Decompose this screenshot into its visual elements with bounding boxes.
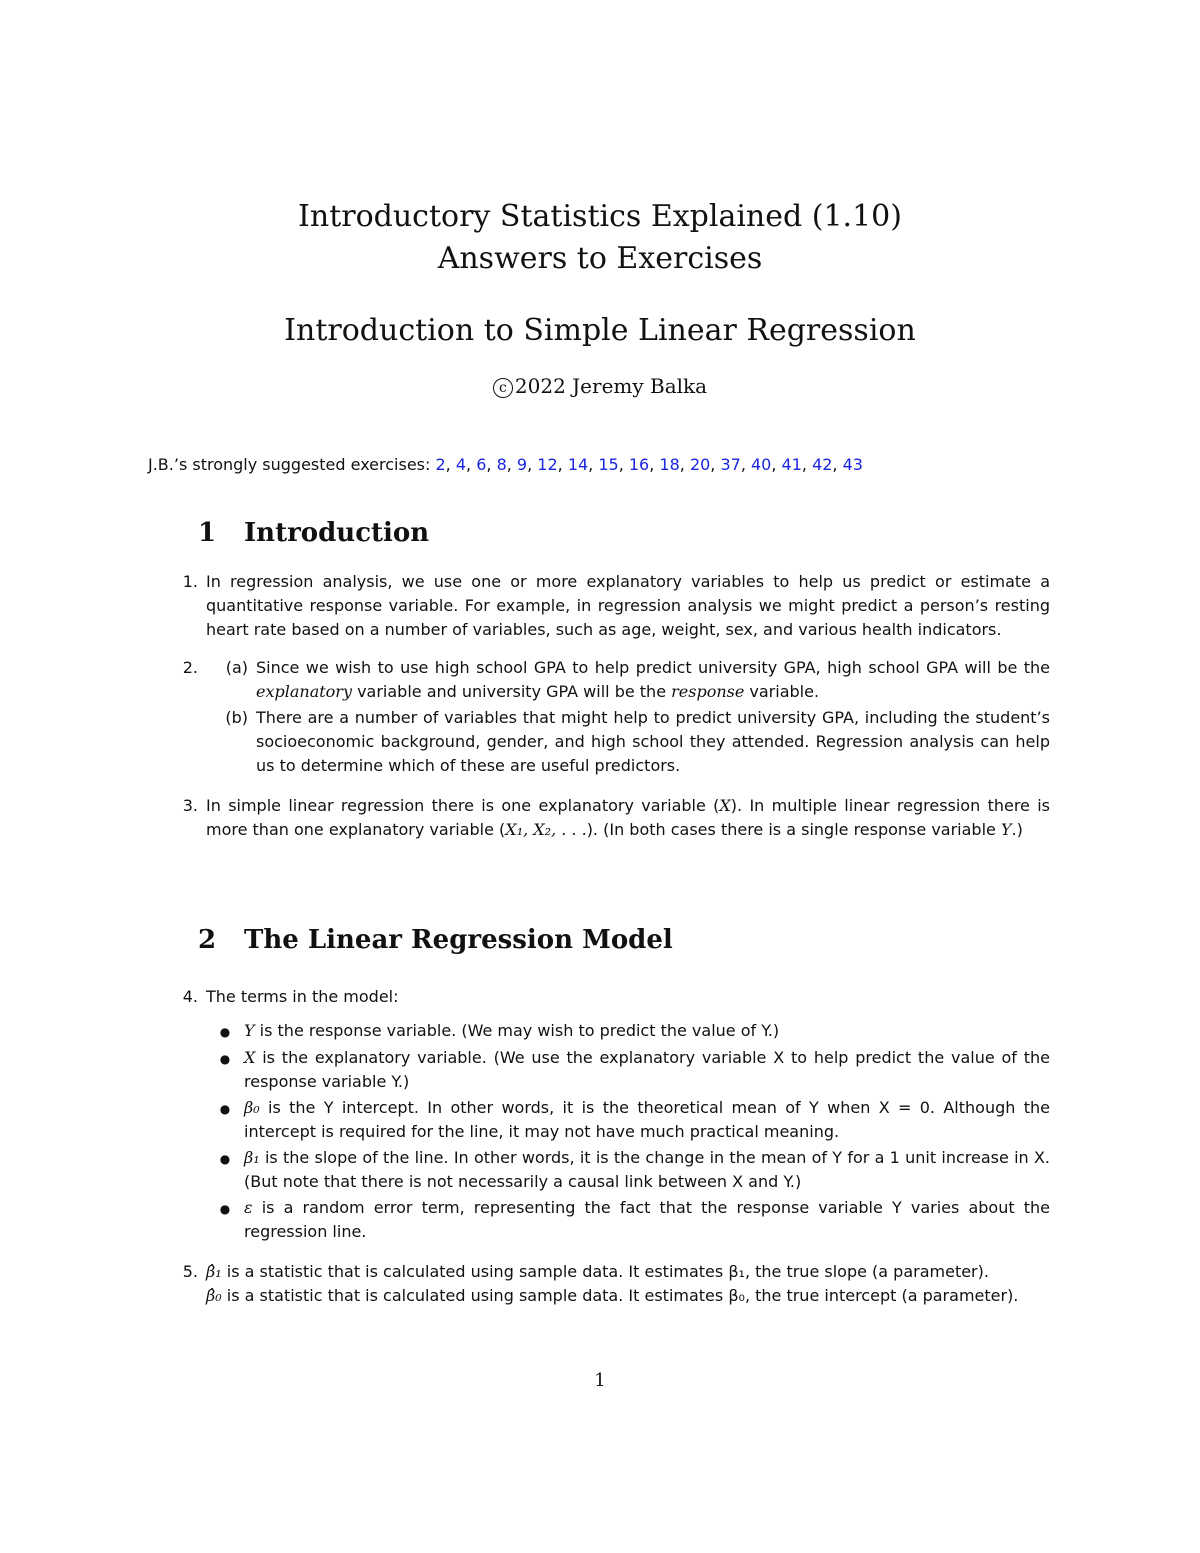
- exercise-link[interactable]: 43: [842, 455, 863, 474]
- section-heading-linear-regression-model: [198, 925, 673, 955]
- list-item: [206, 1019, 1050, 1044]
- section-number: 2: [198, 925, 217, 955]
- bullet-icon: ●: [219, 1052, 231, 1066]
- answer-item-2a: [206, 656, 1050, 704]
- estimate-line-slope: [206, 1260, 1050, 1284]
- item-text: ). (In both cases there is a single response variable: [586, 820, 996, 839]
- item-label: 5.: [182, 1262, 198, 1281]
- item-label: 4.: [182, 987, 198, 1006]
- section-heading-introduction: [198, 518, 429, 548]
- bullet-icon: ●: [219, 1202, 231, 1216]
- exercise-link[interactable]: 42: [812, 455, 833, 474]
- item-label: 3.: [182, 796, 198, 815]
- exercise-link[interactable]: 15: [598, 455, 619, 474]
- math-symbol: X₁, X₂, . . .: [505, 820, 587, 839]
- item-text: In regression analysis, we use one or more explanatory variables to help us predict or estimate a quantitative response variable. For example, in regression analysis we might predict a person’s resting heart rate based on a number of variables, such as age, weight, sex, and various health indicators.: [206, 572, 1050, 639]
- item-label: 1.: [182, 572, 198, 591]
- math-symbol: β₁: [244, 1148, 260, 1167]
- exercise-link[interactable]: 18: [659, 455, 680, 474]
- sub-text: variable.: [749, 682, 820, 701]
- model-terms-list: [206, 1019, 1050, 1244]
- math-symbol: β₀: [244, 1098, 260, 1117]
- answer-item-5: [160, 1260, 1050, 1308]
- sub-label: (a): [225, 658, 248, 677]
- estimate-line-intercept: [206, 1284, 1050, 1308]
- exercise-link[interactable]: 9: [516, 455, 528, 474]
- exercise-link[interactable]: 14: [567, 455, 589, 474]
- answer-item-1: [160, 570, 1050, 642]
- bullet-icon: ●: [219, 1025, 231, 1039]
- item-text: In simple linear regression there is one explanatory variable (: [206, 796, 720, 815]
- exercise-link[interactable]: 12: [537, 455, 558, 474]
- page-number: 1: [594, 1370, 606, 1391]
- exercise-link[interactable]: 4: [455, 455, 467, 474]
- list-text: is the Y intercept. In other words, it is the theoretical mean of Y when X = 0. Although the intercept is required for the line, it may not have much practical meaning.: [244, 1098, 1050, 1141]
- list-item: [206, 1096, 1050, 1144]
- answer-item-2: [160, 656, 1050, 780]
- list-item: [206, 1146, 1050, 1194]
- section-title: Introduction: [244, 518, 430, 548]
- section-title: The Linear Regression Model: [244, 925, 673, 955]
- math-symbol: ε: [244, 1198, 253, 1217]
- list-text: is the slope of the line. In other words, it is the change in the mean of Y for a 1 unit increase in X. (But note that there is not necessarily a causal link between X and Y.): [244, 1148, 1051, 1191]
- item-text: The terms in the model:: [206, 987, 399, 1006]
- sub-label: (b): [225, 708, 248, 727]
- list-item: [206, 1046, 1050, 1094]
- list-text: is the explanatory variable. (We use the explanatory variable X to help predict the value of the response variable Y.): [244, 1048, 1050, 1091]
- exercise-link[interactable]: 37: [720, 455, 741, 474]
- section1-body: [160, 570, 1050, 856]
- suggested-exercises: [148, 455, 863, 474]
- item-text: is a statistic that is calculated using sample data. It estimates β₁, the true slope (a parameter).: [226, 1262, 989, 1281]
- chapter-title: Introduction to Simple Linear Regression: [284, 313, 916, 348]
- exercise-link[interactable]: 2: [435, 455, 446, 474]
- sub-text: variable and university GPA will be the: [357, 682, 667, 701]
- emphasis-explanatory: explanatory: [256, 682, 352, 701]
- math-symbol: β̂₁: [206, 1262, 222, 1281]
- book-title: Introductory Statistics Explained (1.10): [298, 199, 902, 234]
- math-symbol: Y: [1000, 820, 1012, 839]
- item-text: is a statistic that is calculated using sample data. It estimates β₀, the true intercept (a parameter).: [226, 1286, 1019, 1305]
- item-text: ). In multiple linear regression there is more than one explanatory variable (: [206, 796, 1051, 839]
- math-symbol: β̂₀: [206, 1286, 222, 1305]
- list-text: is a random error term, representing the fact that the response variable Y varies about the regression line.: [244, 1198, 1050, 1241]
- section2-body: [160, 985, 1050, 1322]
- list-item: [206, 1196, 1050, 1244]
- list-text: is the response variable. (We may wish to predict the value of Y.): [259, 1021, 780, 1040]
- math-symbol: X: [244, 1048, 256, 1067]
- item-text: .): [1011, 820, 1023, 839]
- section-number: 1: [198, 518, 217, 548]
- exercise-link[interactable]: 40: [751, 455, 772, 474]
- exercise-link-list: 2, 4, 6, 8, 9, 12, 14, 15, 16, 18, 20, 37, 40, 41, 42, 43: [435, 455, 863, 474]
- bullet-icon: ●: [219, 1102, 231, 1116]
- item-label: 2.: [182, 658, 198, 677]
- answer-item-3: [160, 794, 1050, 842]
- copyright-icon: c: [493, 378, 513, 398]
- sub-text: There are a number of variables that might help to predict university GPA, including the student’s socioeconomic background, gender, and high school they attended. Regression analysis can help us to determine which of these are useful predictors.: [256, 708, 1050, 775]
- suggested-label: J.B.’s strongly suggested exercises:: [148, 455, 431, 474]
- exercise-link[interactable]: 8: [496, 455, 507, 474]
- math-symbol: X: [719, 796, 731, 815]
- title-block: [0, 196, 1200, 398]
- exercise-link[interactable]: 20: [689, 455, 711, 474]
- answer-item-4: [160, 985, 1050, 1246]
- emphasis-response: response: [671, 682, 745, 701]
- answer-item-2b: [206, 706, 1050, 778]
- bullet-icon: ●: [219, 1152, 231, 1166]
- sub-text: Since we wish to use high school GPA to help predict university GPA, high school GPA will be the: [256, 658, 1050, 677]
- math-symbol: Y: [244, 1021, 255, 1040]
- answers-subtitle: Answers to Exercises: [437, 241, 763, 276]
- author-line: [0, 374, 1200, 398]
- exercise-link[interactable]: 6: [476, 455, 487, 474]
- author-text: 2022 Jeremy Balka: [514, 374, 708, 398]
- exercise-link[interactable]: 41: [781, 455, 802, 474]
- exercise-link[interactable]: 16: [628, 455, 650, 474]
